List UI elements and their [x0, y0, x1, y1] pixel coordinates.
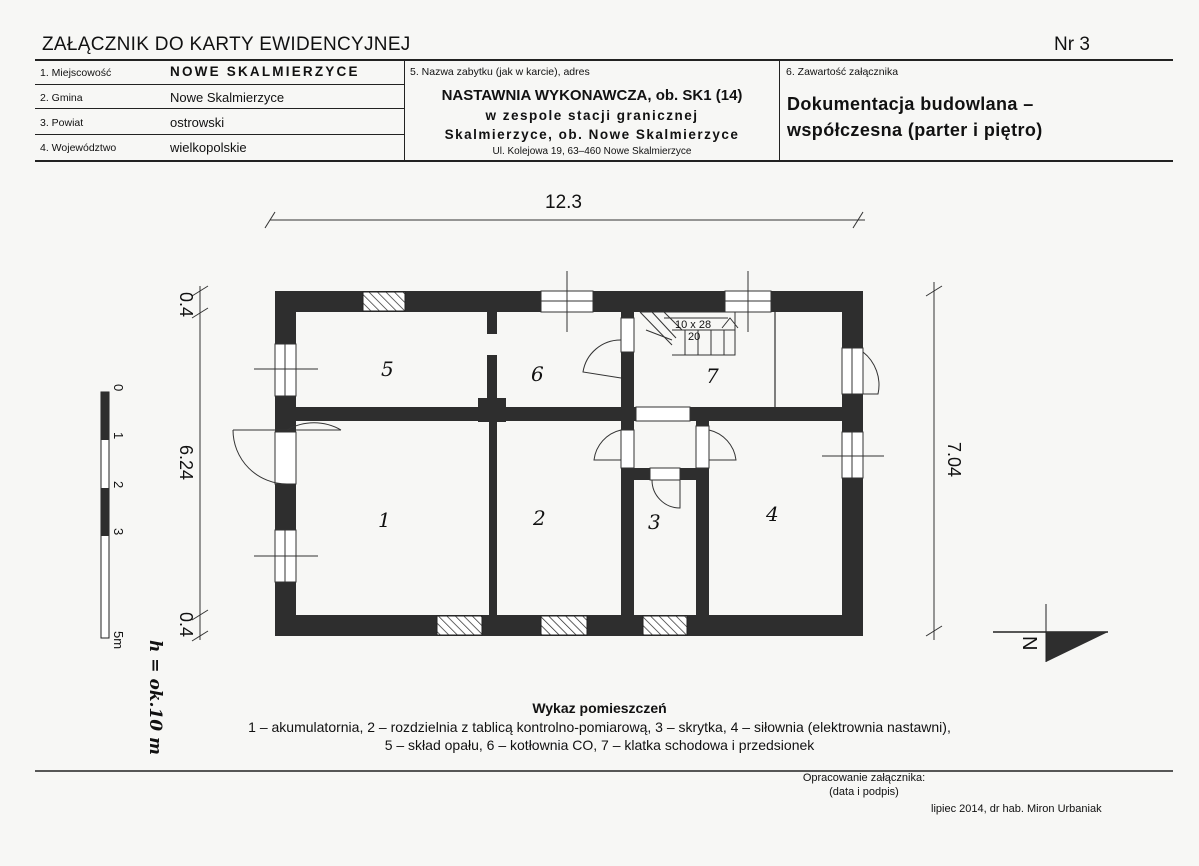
dim-width: 12.3 — [545, 192, 582, 213]
dim-left-top: 0.4 — [176, 292, 196, 318]
north-label: N — [1018, 636, 1040, 651]
scale-label-3: 3 — [111, 528, 126, 536]
stairs-label-2: 20 — [688, 331, 701, 343]
field-value-wojewodztwo: wielkopolskie — [170, 140, 247, 155]
field-value-powiat: ostrowski — [170, 115, 225, 130]
contents-label: 6. Zawartość załącznika — [786, 66, 899, 78]
scale-label-2: 2 — [111, 481, 126, 489]
monument-address: Ul. Kolejowa 19, 63–460 Nowe Skalmierzyce — [492, 146, 692, 157]
window-lines — [285, 301, 852, 582]
prepared-sub: (data i podpis) — [829, 786, 899, 798]
room-3-label: 3 — [648, 510, 661, 534]
contents-line-1: Dokumentacja budowlana – — [787, 94, 1034, 114]
height-note: h = ok.10 m — [145, 640, 165, 756]
monument-line-3: Skalmierzyce, ob. Nowe Skalmierzyce — [444, 127, 740, 142]
scale-label-0: 0 — [111, 384, 126, 392]
monument-name: NASTAWNIA WYKONAWCZA, ob. SK1 (14) — [441, 87, 743, 104]
north-arrow — [993, 604, 1108, 662]
field-value-gmina: Nowe Skalmierzyce — [170, 90, 285, 105]
door-swings — [233, 340, 879, 508]
room-6-label: 6 — [531, 362, 544, 386]
room-5-label: 5 — [381, 357, 394, 381]
scale-bar — [101, 392, 109, 638]
room-4-label: 4 — [766, 502, 779, 526]
scale-label-1: 1 — [111, 432, 126, 440]
contents-line-2: współczesna (parter i piętro) — [787, 120, 1043, 140]
prepared-label: Opracowanie załącznika: — [802, 772, 926, 784]
field-label-miejscowosc: 1. Miejscowość — [40, 67, 112, 79]
signature: lipiec 2014, dr hab. Miron Urbaniak — [931, 803, 1102, 815]
room-1-label: 1 — [378, 508, 391, 532]
legend-line-2: 5 – skład opału, 6 – kotłownia CO, 7 – klatka schodowa i przedsionek — [384, 737, 815, 753]
field-label-wojewodztwo: 4. Województwo — [40, 142, 117, 154]
attachment-number: Nr 3 — [1054, 34, 1090, 55]
dim-right: 7.04 — [944, 442, 964, 478]
monument-label: 5. Nazwa zabytku (jak w karcie), adres — [410, 66, 590, 78]
field-label-gmina: 2. Gmina — [40, 92, 83, 104]
room-2-label: 2 — [533, 506, 546, 530]
document-title: ZAŁĄCZNIK DO KARTY EWIDENCYJNEJ — [42, 34, 411, 55]
room-7-label: 7 — [706, 364, 719, 388]
stairs-label-1: 10 x 28 — [675, 319, 712, 331]
legend-line-1: 1 – akumulatornia, 2 – rozdzielnia z tablicą kontrolno-pomiarową, 3 – skrytka, 4 – siłownia (elektrownia nastawni), — [248, 719, 951, 735]
dim-left-mid: 6.24 — [176, 445, 196, 481]
dim-left-bottom: 0.4 — [176, 612, 196, 638]
field-value-miejscowosc: NOWE SKALMIERZYCE — [170, 64, 360, 79]
legend-title: Wykaz pomieszczeń — [532, 700, 667, 716]
scale-label-5m: 5m — [111, 631, 126, 650]
hatched-elements — [363, 292, 687, 635]
field-label-powiat: 3. Powiat — [40, 117, 84, 129]
monument-line-2: w zespole stacji granicznej — [485, 108, 699, 123]
